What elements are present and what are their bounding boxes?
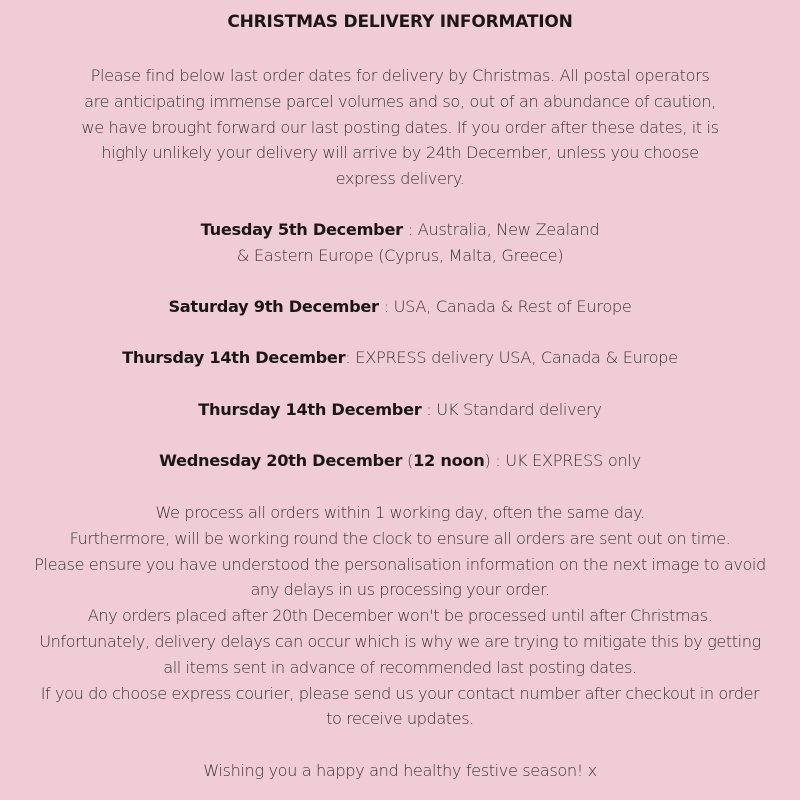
- processing-info: [0, 500, 800, 732]
- date-row-australia: [0, 217, 800, 269]
- date-row-uk-express: [0, 448, 800, 474]
- date-label: Wednesday 20th December: [159, 451, 403, 470]
- signoff: Wishing you a happy and healthy festive season! x: [203, 761, 597, 780]
- body-line: to receive updates.: [326, 709, 474, 729]
- date-detail: : Australia, New Zealand: [402, 220, 600, 239]
- date-detail: : USA, Canada & Rest of Europe: [378, 297, 632, 316]
- date-paren: (: [402, 451, 414, 470]
- body-line: If you do choose express courier, please send us your contact number after checkout in order: [40, 683, 760, 703]
- body-line: Unfortunately, delivery delays can occur which is why we are trying to mitigate this by getting: [39, 631, 761, 651]
- body-line: any delays in us processing your order.: [250, 580, 550, 600]
- body-line: We process all orders within 1 working day, often the same day.: [155, 503, 645, 522]
- date-row-usa: [0, 294, 800, 320]
- date-row-uk-standard: [0, 397, 800, 423]
- date-label: Tuesday 5th December: [200, 220, 403, 239]
- date-row-express-international: [0, 345, 800, 371]
- body-line: Any orders placed after 20th December won't be processed until after Christmas.: [87, 606, 713, 626]
- date-detail: ) : UK EXPRESS only: [484, 451, 641, 470]
- body-line: Furthermore, will be working round the clock to ensure all orders are sent out on time.: [69, 528, 731, 548]
- date-label: Thursday 14th December: [198, 400, 422, 419]
- date-detail-continued: & Eastern Europe (Cyprus, Malta, Greece): [236, 245, 564, 265]
- intro-paragraph: Please find below last order dates for delivery by Christmas. All postal operators are anticipating immense parcel volumes and so, out of an abundance of caution, we have brought forward our last posting dates. If you order after these dates, it is highly unlikely your delivery will arrive by 24th December, unless you choose express delivery.: [81, 66, 719, 189]
- page-title: CHRISTMAS DELIVERY INFORMATION: [227, 12, 573, 32]
- body-line: all items sent in advance of recommended last posting dates.: [163, 657, 637, 677]
- date-detail: : UK Standard delivery: [421, 400, 602, 419]
- date-detail: : EXPRESS delivery USA, Canada & Europe: [345, 348, 678, 367]
- cutoff-time: 12 noon: [413, 451, 485, 470]
- body-line: Please ensure you have understood the personalisation information on the next image to avoid: [34, 554, 766, 574]
- date-label: Thursday 14th December: [122, 348, 346, 367]
- date-label: Saturday 9th December: [168, 297, 379, 316]
